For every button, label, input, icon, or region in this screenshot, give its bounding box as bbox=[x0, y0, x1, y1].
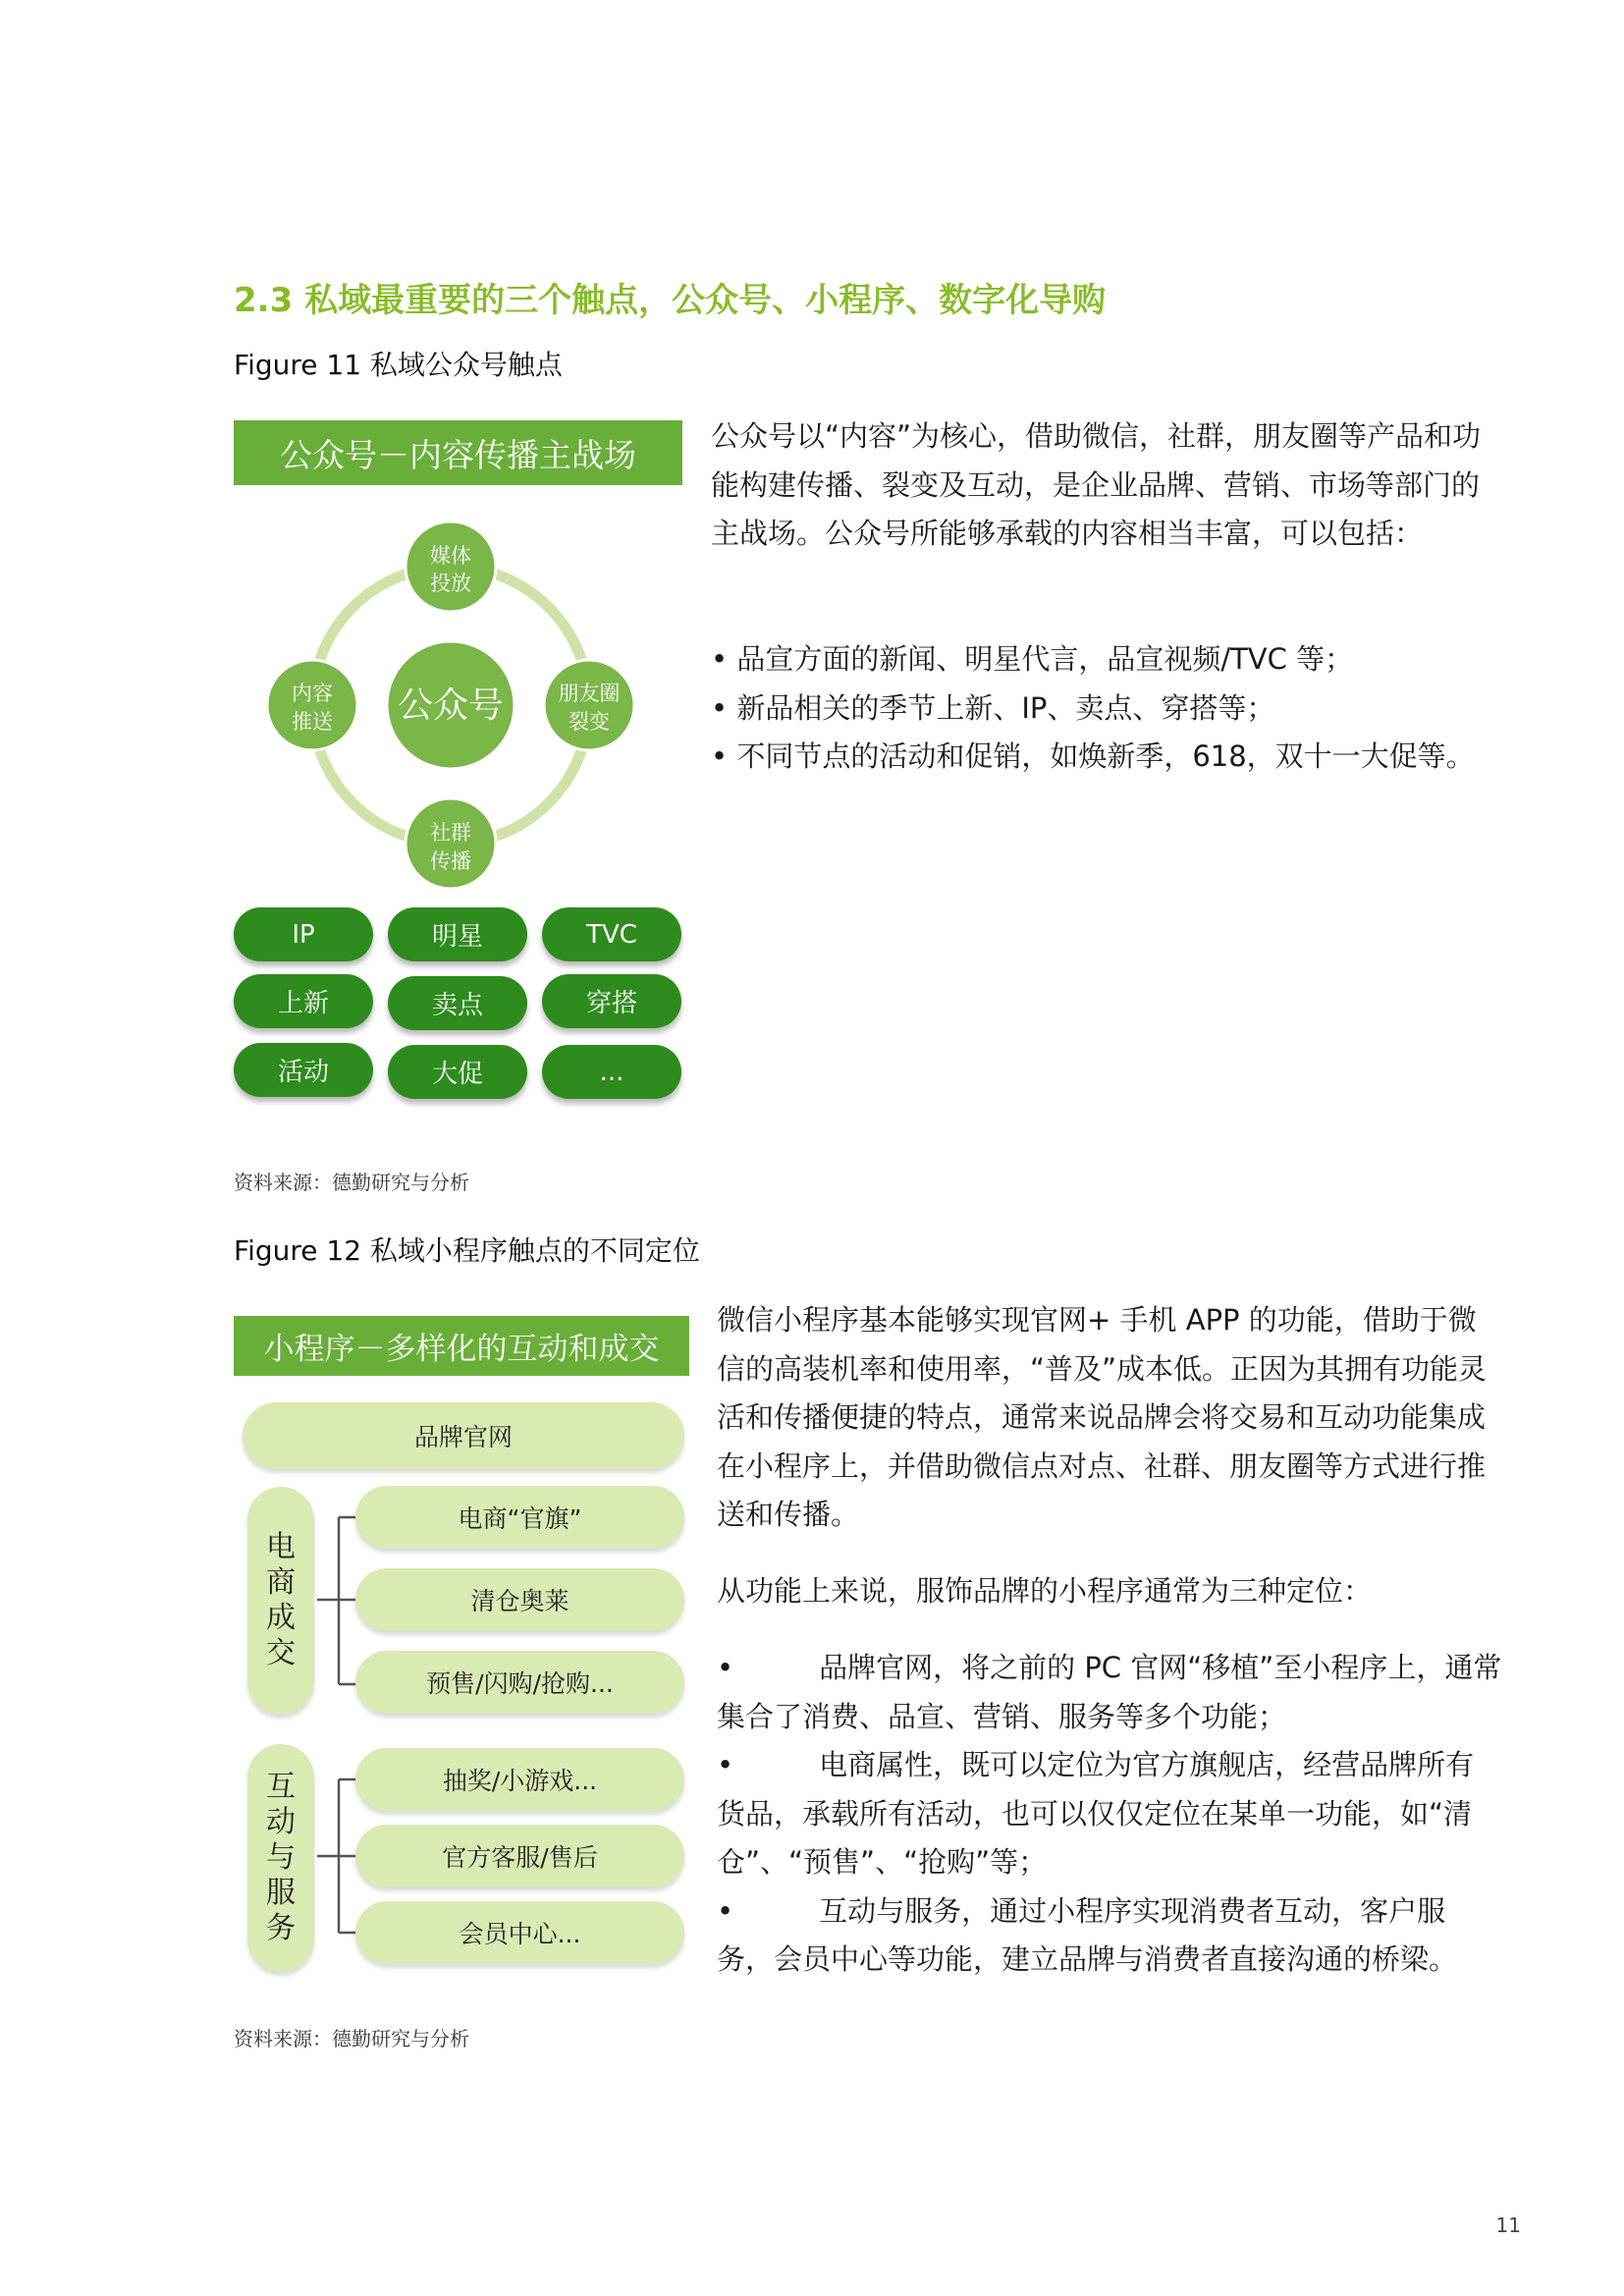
presale-flash-sale-pill: 预售/闪购/抢购... bbox=[355, 1651, 684, 1714]
group-label-char: 成 bbox=[266, 1601, 296, 1635]
figure-11-paragraph bbox=[711, 412, 1496, 559]
group-label-char: 交 bbox=[266, 1636, 296, 1670]
group-label-char: 与 bbox=[266, 1840, 296, 1875]
content-pill-tvc: TVC bbox=[542, 907, 681, 961]
figure-12-paragraph-1-text: 微信小程序基本能够实现官网+ 手机 APP 的功能，借助于微信的高装机率和使用率，“普及”成本低。正因为其拥有功能灵活和传播便捷的特点，通常来说品牌会将交易和互动功能集成在小程序上，并借助微信点对点、社群、朋友圈等方式进行推送和传播。 bbox=[717, 1303, 1488, 1531]
group-label-char: 动 bbox=[266, 1805, 296, 1839]
content-pill-ip: IP bbox=[234, 907, 373, 961]
figure-12-paragraph-1 bbox=[717, 1296, 1502, 1540]
content-pill-celebrity: 明星 bbox=[388, 907, 527, 961]
bullet-item: • 不同节点的活动和促销，如焕新季，618，双十一大促等。 bbox=[711, 739, 1475, 773]
content-pill-more: ... bbox=[542, 1045, 681, 1099]
figure-11-caption: Figure 11 私域公众号触点 bbox=[234, 349, 563, 381]
clearance-outlet-pill: 清仓奥莱 bbox=[355, 1568, 684, 1631]
node-right-line1: 朋友圈 bbox=[558, 682, 621, 705]
figure-11-paragraph-text: 公众号以“内容”为核心，借助微信，社群，朋友圈等产品和功能构建传播、裂变及互动，是企业品牌、营销、市场等部门的主战场。公众号所能够承载的内容相当丰富，可以包括： bbox=[711, 419, 1482, 550]
interaction-service-group-label bbox=[247, 1744, 314, 1972]
figure-11-bullet-list bbox=[711, 635, 1516, 782]
figure-12-bullet-list bbox=[717, 1644, 1502, 1985]
diagram-node-top bbox=[406, 521, 496, 612]
content-pill-new-arrivals: 上新 bbox=[234, 974, 373, 1028]
node-top-line2: 投放 bbox=[430, 572, 471, 595]
figure-12-paragraph-2-text: 从功能上来说，服饰品牌的小程序通常为三种定位： bbox=[717, 1574, 1373, 1608]
diagram-center-label: 公众号 bbox=[397, 685, 505, 726]
bullet-item: • 新品相关的季节上新、IP、卖点、穿搭等； bbox=[711, 690, 1275, 725]
member-center-pill: 会员中心... bbox=[355, 1901, 684, 1964]
group-label-char: 务 bbox=[266, 1911, 296, 1945]
content-pill-outfits: 穿搭 bbox=[542, 974, 681, 1028]
bullet-item: • 互动与服务，通过小程序实现消费者互动，客户服务，会员中心等功能，建立品牌与消费者直接沟通的桥梁。 bbox=[717, 1893, 1458, 1976]
brand-website-pill: 品牌官网 bbox=[243, 1402, 684, 1469]
figure-11-source: 资料来源：德勤研究与分析 bbox=[234, 1171, 469, 1194]
bullet-item: • 品宣方面的新闻、明星代言，品宣视频/TVC 等； bbox=[711, 642, 1354, 676]
diagram-node-right bbox=[544, 660, 634, 750]
group-label-char: 电 bbox=[266, 1530, 296, 1564]
section-heading: 2.3 私域最重要的三个触点，公众号、小程序、数字化导购 bbox=[234, 281, 1107, 320]
ecommerce-bracket bbox=[314, 1483, 358, 1738]
ecommerce-group-label bbox=[247, 1487, 314, 1715]
lottery-games-pill: 抽奖/小游戏... bbox=[355, 1748, 684, 1811]
group-label-char: 商 bbox=[266, 1565, 296, 1600]
wechat-official-account-diagram bbox=[234, 501, 682, 894]
node-left-line2: 推送 bbox=[292, 710, 333, 734]
group-label-char: 服 bbox=[266, 1876, 296, 1910]
content-pill-selling-points: 卖点 bbox=[388, 976, 527, 1030]
node-bottom-line1: 社群 bbox=[430, 821, 471, 845]
bullet-item: • 品牌官网，将之前的 PC 官网“移植”至小程序上，通常集合了消费、品宣、营销、服务等多个功能； bbox=[717, 1651, 1502, 1733]
page-number: 11 bbox=[1495, 2214, 1521, 2237]
customer-service-pill: 官方客服/售后 bbox=[355, 1825, 684, 1887]
diagram-center-node bbox=[387, 641, 514, 769]
figure-12-paragraph-2 bbox=[717, 1567, 1502, 1616]
node-top-line1: 媒体 bbox=[430, 544, 471, 568]
diagram-node-left bbox=[267, 660, 357, 750]
group-label-char: 互 bbox=[266, 1770, 296, 1804]
figure-11-banner: 公众号－内容传播主战场 bbox=[234, 420, 682, 485]
interaction-bracket bbox=[314, 1740, 358, 1976]
node-bottom-line2: 传播 bbox=[430, 849, 471, 873]
content-pill-campaigns: 活动 bbox=[234, 1043, 373, 1097]
figure-12-caption: Figure 12 私域小程序触点的不同定位 bbox=[234, 1234, 700, 1267]
figure-12-source: 资料来源：德勤研究与分析 bbox=[234, 2027, 469, 2050]
content-pill-promotions: 大促 bbox=[388, 1045, 527, 1099]
diagram-node-bottom bbox=[406, 798, 496, 889]
figure-12-banner: 小程序－多样化的互动和成交 bbox=[234, 1316, 689, 1376]
bullet-item: • 电商属性，既可以定位为官方旗舰店，经营品牌所有货品，承载所有活动，也可以仅仅定位在某单一功能，如“清仓”、“预售”、“抢购”等； bbox=[717, 1748, 1475, 1879]
node-left-line1: 内容 bbox=[292, 682, 333, 705]
node-right-line2: 裂变 bbox=[568, 710, 610, 734]
ecommerce-flagship-pill: 电商“官旗” bbox=[355, 1486, 684, 1549]
